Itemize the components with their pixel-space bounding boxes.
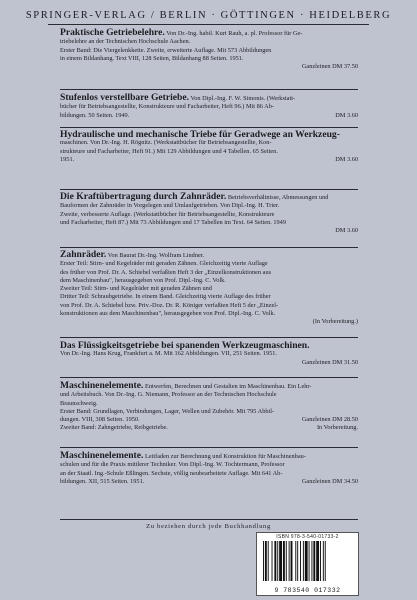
- entry-line: maschinen. Von Dr.-Ing. H. Rögnitz. (Werkstattbücher für Betriebsangestellte, Kon-: [60, 139, 272, 147]
- entry-price: In Vorbereitung.: [316, 424, 358, 432]
- entry-line: dem Maschinenbau", herausgegeben von Prof. Dipl.-Ing. C. Volk.: [60, 276, 226, 284]
- entry-line: in einem Bildanhang. Text VIII, 128 Seiten, Bildanhang 88 Seiten. 1951.: [60, 54, 244, 62]
- separator: [60, 337, 358, 338]
- entry-kraftuebertragung: [60, 193, 358, 235]
- entry-title: Das Flüssigkeitsgetriebe bei spanenden Werkzeugmaschinen.: [60, 340, 310, 351]
- entry-line: Von Dr.-Ing. Hans Krug, Frankfurt a. M. Mit 162 Abbildungen. VII, 251 Seiten. 1951.: [60, 350, 277, 358]
- entry-line: bildungen. XII, 515 Seiten. 1951.: [60, 477, 145, 485]
- entry-title: Maschinenelemente.: [60, 380, 144, 391]
- entry-price: Ganzleinen DM 37.50: [301, 63, 358, 71]
- barcode-box: [256, 532, 359, 596]
- entry-title: Praktische Getriebelehre.: [60, 27, 165, 38]
- entry-line: konstruktionen aus dem Maschinenbau", herausgegeben von Prof. Dipl.-Ing. C. Volk.: [60, 310, 276, 318]
- entry-price: Ganzleinen DM 34.50: [301, 477, 358, 485]
- entry-title: Hydraulische und mechanische Triebe für Geradwege an Werkzeug-: [60, 129, 340, 140]
- entry-price: DM 3.60: [335, 227, 358, 235]
- entry-line: des früher von Prof. Dr. A. Schiebel verfaßten Heft 3 der „Einzelkonstruktionen aus: [60, 268, 272, 276]
- entry-line: Erster Teil: Stirn- und Kegelräder mit geraden Zähnen. Gleichzeitig vierte Auflage: [60, 260, 268, 268]
- entry-line: Braunschweig.: [60, 399, 98, 407]
- entry-line: Zweiter Band: Zahngetriebe, Reibgetriebe.: [60, 424, 168, 432]
- entry-fluessigkeitsgetriebe: [60, 342, 358, 367]
- entry-line: Erster Band: Die Viergelenkkette. Zweite, erweiterte Auflage. Mit 573 Abbildungen: [60, 46, 272, 54]
- header-rule: [48, 24, 369, 25]
- entry-line: an der Staatl. Ing.-Schule Eßlingen. Sechste, völlig neubearbeitete Auflage. Mit 641 Ab-: [60, 469, 283, 477]
- entry-line: triebelehre an der Technischen Hochschule Aachen.: [60, 38, 191, 46]
- entry-line: Leitfaden zur Berechnung und Konstruktion für Maschinenbau-: [144, 453, 306, 460]
- entry-hydraulische-triebe: [60, 131, 358, 164]
- entry-price: DM 3.60: [335, 111, 358, 119]
- separator: [60, 89, 358, 90]
- barcode-number: 9 783540 017332: [274, 587, 341, 594]
- entry-line: schulen und für die Praxis mittlerer Techniker. Von Dipl.-Ing. W. Tochtermann, Professor: [60, 461, 285, 469]
- entry-maschinenelemente-tochtermann: [60, 452, 358, 486]
- entry-price: Ganzleinen DM 31.50: [301, 358, 358, 366]
- entry-price: Ganzleinen DM 28.50: [301, 416, 358, 424]
- entry-zahnraeder: [60, 251, 358, 327]
- entry-stufenlos: [60, 94, 358, 120]
- entry-price: DM 3.60: [335, 155, 358, 163]
- entry-line: von Prof. Dr. A. Schiebel bzw. Priv.-Doz. Dr. R. Königer verfaßten Heft 5 der „Einzel-: [60, 301, 279, 309]
- entry-line: Von Dipl.-Ing. F. W. Simonis. (Werkstatt-: [190, 95, 296, 102]
- entry-line: dungen. VIII, 308 Seiten. 1950.: [60, 416, 140, 424]
- entry-title: Die Kraftübertragung durch Zahnräder.: [60, 191, 227, 202]
- entry-line: Bauformen der Zahnräder in Vorgelegen und Umlaufgetrieben. Von Dipl.-Ing. H. Trier.: [60, 202, 280, 210]
- entry-line: und Facharbeiter, Heft 87.) Mit 73 Abbildungen und 17 Tabellen im Text. 64 Seiten. 1949: [60, 218, 286, 226]
- entry-title: Stufenlos verstellbare Getriebe.: [60, 92, 190, 103]
- entry-line: Entwerfen, Berechnen und Gestalten im Maschinenbau. Ein Lehr-: [144, 383, 312, 390]
- entry-line: Zweiter Teil: Stirn- und Kegelräder mit geraden Zähnen und: [60, 285, 212, 293]
- footer-note: Zu beziehen durch jede Buchhandlung: [146, 523, 271, 530]
- publisher-header: SPRINGER-VERLAG / BERLIN · GÖTTINGEN · HEIDELBERG: [25, 10, 392, 21]
- entry-price: (In Vorbereitung.): [312, 318, 358, 326]
- entry-line: und Arbeitsbuch. Von Dr.-Ing. G. Niemann, Professor an der Technischen Hochschule: [60, 391, 277, 399]
- separator: [60, 447, 358, 448]
- isbn-label: ISBN 978-3-540-01733-2: [276, 534, 339, 540]
- entry-title: Maschinenelemente.: [60, 450, 144, 461]
- footer-rule: [60, 519, 358, 520]
- entry-line: 1951.: [60, 155, 75, 163]
- entry-line: Von Dr.-Ing. habil. Kurt Rauh, a. pl. Professor für Ge-: [166, 30, 303, 37]
- entry-title: Zahnräder.: [60, 249, 107, 260]
- separator: [60, 189, 358, 190]
- entry-line: bücher für Betriebsangestellte, Konstrukteure und Facharbeiter, Heft 96.) Mit 86 Ab-: [60, 103, 274, 111]
- separator: [60, 127, 358, 128]
- entry-line: Von Baurat Dr.-Ing. Wolfram Lindner.: [107, 252, 205, 259]
- entry-line: bildungen. 50 Seiten. 1949.: [60, 111, 130, 119]
- separator: [60, 377, 358, 378]
- barcode-icon: [261, 541, 354, 585]
- entry-line: strukteure und Facharbeiter, Heft 91.) Mit 129 Abbildungen und 4 Tabellen. 65 Seiten.: [60, 147, 278, 155]
- entry-line: Zweite, verbesserte Auflage. (Werkstattbücher für Betriebsangestellte, Konstrukteure: [60, 210, 275, 218]
- entry-maschinenelemente-niemann: [60, 382, 358, 433]
- entry-line: Betriebsverhältnisse, Abmessungen und: [227, 194, 329, 201]
- entry-line: Erster Band: Grundlagen, Verbindungen, Lager, Wellen und Zubehör. Mit 795 Abbil-: [60, 407, 275, 415]
- separator: [60, 247, 358, 248]
- entry-praktische-getriebelehre: [60, 29, 358, 71]
- entry-line: Dritter Teil: Schraubgetriebe. In einem Band. Gleichzeitig vierte Auflage des früher: [60, 293, 271, 301]
